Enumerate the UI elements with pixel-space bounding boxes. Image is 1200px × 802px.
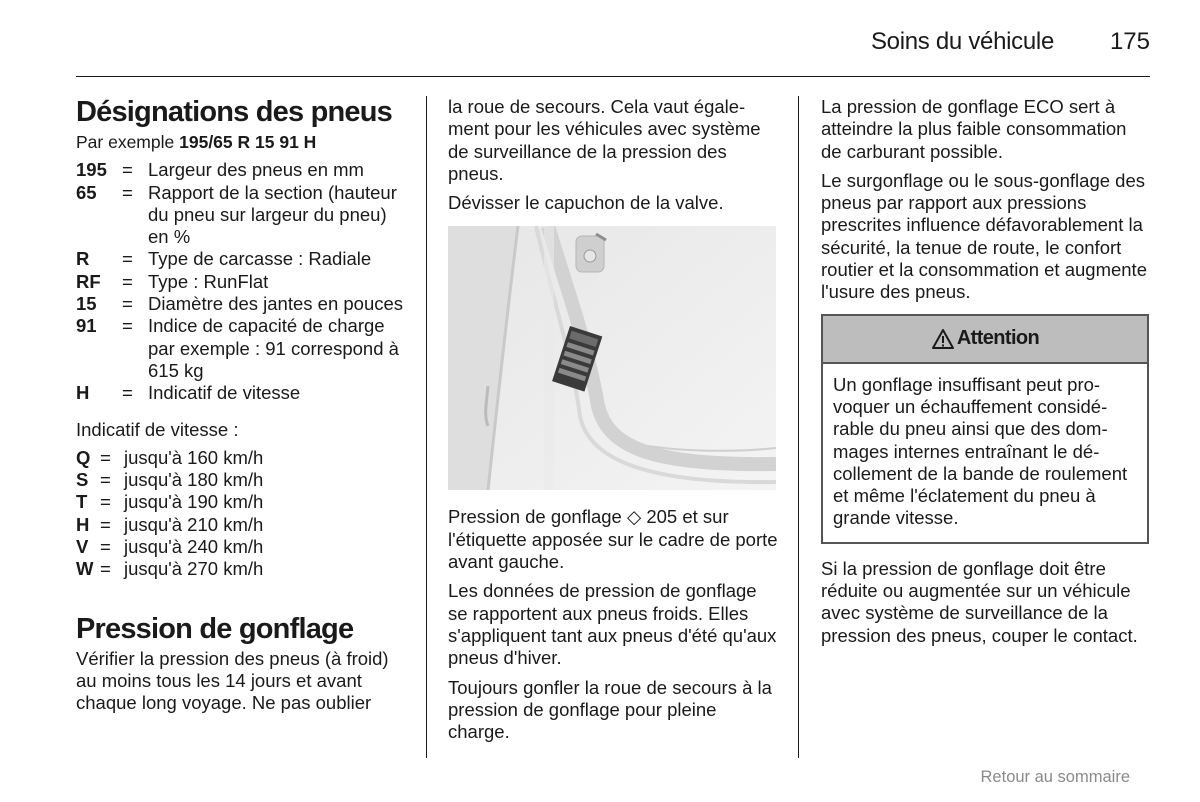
spec-row-desc: Type de carcasse : Radiale: [148, 248, 372, 270]
speed-row-desc: jusqu'à 160 km/h: [124, 446, 264, 468]
page-header: [76, 22, 1150, 77]
column-divider: [426, 96, 427, 758]
spec-row: [76, 293, 411, 315]
spec-row: [76, 271, 411, 293]
attention-box: [821, 314, 1149, 544]
door-frame-label-photo: [448, 226, 776, 490]
spec-row-eq: =: [122, 270, 133, 292]
speed-row-desc: jusqu'à 240 km/h: [124, 536, 264, 558]
door-frame-illustration: [448, 226, 776, 490]
column-right: [821, 96, 1151, 647]
inflation-intro: Vérifier la pression des pneus (à froid) au moins tous les 14 jours et avant chaque long voyage. Ne pas oublier: [76, 647, 389, 714]
tire-designation-heading: Désignations des pneus: [76, 96, 392, 128]
attention-header: [823, 316, 1147, 364]
spec-row: [76, 382, 411, 404]
speed-row: [76, 536, 411, 558]
speed-row-eq: =: [100, 469, 111, 491]
column-middle: [448, 96, 778, 743]
spec-row-desc: Type : RunFlat: [148, 270, 269, 292]
speed-row-code: H: [76, 513, 90, 535]
page-reference-icon: ◇: [626, 506, 642, 528]
spec-row-desc: Rapport de la section (hauteur du pneu sur largeur du pneu) en %: [148, 181, 397, 248]
spec-row-desc: Indice de capacité de charge par exemple : 91 correspond à 615 kg: [148, 315, 399, 381]
spec-row-code: R: [76, 248, 90, 270]
spec-row: [76, 182, 411, 249]
speed-row-eq: =: [100, 558, 111, 580]
speed-row-eq: =: [100, 536, 111, 558]
back-to-contents-link[interactable]: Retour au sommaire: [980, 768, 1130, 786]
page-number: 175: [1109, 28, 1150, 55]
paragraph: Le surgonflage ou le sous-gonflage des pneus par rapport aux pressions prescrites influence défavorablement la sécurité, la tenue de route, le confort routier et la consommation et augmente l'usure des pneus.: [821, 169, 1147, 303]
spec-row-desc: Diamètre des jantes en pouces: [148, 293, 404, 315]
spec-row: [76, 159, 411, 181]
spec-row-code: 195: [76, 159, 107, 181]
speed-row: [76, 558, 411, 580]
speed-row-code: Q: [76, 446, 91, 468]
section-title: Soins du véhicule: [870, 28, 1054, 55]
speed-row-code: W: [76, 558, 94, 580]
column-left: [76, 96, 411, 715]
paragraph: la roue de secours. Cela vaut également pour les véhicules avec système de surveillance de la pression des pneus.: [448, 96, 761, 184]
spec-row-eq: =: [122, 159, 133, 181]
example-code: 195/65 R 15 91 H: [179, 132, 317, 152]
column-divider: [798, 96, 799, 758]
paragraph: La pression de gonflage ECO sert à atteindre la plus faible consommation de carburant possible.: [821, 96, 1127, 162]
inflation-heading: Pression de gonflage: [76, 612, 354, 645]
example-line: Par exemple 195/65 R 15 91 H: [76, 132, 317, 152]
spec-row-eq: =: [122, 181, 133, 203]
spec-row-eq: =: [122, 293, 133, 315]
speed-list: [76, 447, 411, 581]
speed-row: [76, 491, 411, 513]
speed-intro: Indicatif de vitesse :: [76, 418, 239, 440]
paragraph: Pression de gonflage ◇ 205 et sur l'étiquette apposée sur le cadre de porte avant gauche.: [448, 506, 778, 573]
warning-triangle-icon: [931, 328, 955, 350]
spec-row-desc: Largeur des pneus en mm: [148, 159, 364, 181]
speed-row-code: V: [76, 536, 89, 558]
spec-row-code: 15: [76, 293, 97, 315]
spec-row-eq: =: [122, 382, 133, 404]
spec-row-code: RF: [76, 270, 101, 292]
speed-row: [76, 447, 411, 469]
paragraph: Les données de pression de gonflage se rapportent aux pneus froids. Elles s'appliquent tant aux pneus d'été qu'aux pneus d'hiver.: [448, 580, 777, 669]
speed-row-desc: jusqu'à 180 km/h: [124, 469, 264, 491]
attention-text: Un gonflage insuffisant peut provoquer un échauffement considérable du pneu ainsi que des dommages internes entraînant le décollement de la bande de roulement et même l'éclatement du pneu à grande vitesse.: [833, 373, 1128, 529]
speed-row-code: T: [76, 491, 88, 513]
speed-row: [76, 469, 411, 491]
speed-row-eq: =: [100, 491, 111, 513]
speed-row-desc: jusqu'à 190 km/h: [124, 491, 264, 513]
speed-row-desc: jusqu'à 210 km/h: [124, 513, 264, 535]
paragraph: Dévisser le capuchon de la valve.: [448, 192, 724, 214]
speed-row: [76, 514, 411, 536]
speed-row-eq: =: [100, 446, 111, 468]
spec-list: [76, 159, 411, 404]
spec-row-code: 91: [76, 315, 97, 337]
paragraph: Toujours gonfler la roue de secours à la pression de gonflage pour pleine charge.: [448, 676, 772, 743]
paragraph: Si la pression de gonflage doit être réduite ou augmentée sur un véhicule avec système de surveillance de la pression des pneus, couper le contact.: [821, 557, 1138, 646]
spec-row: [76, 248, 411, 270]
speed-row-desc: jusqu'à 270 km/h: [124, 558, 264, 580]
spec-row: [76, 315, 411, 382]
attention-title: Attention: [956, 327, 1040, 350]
attention-body: [823, 364, 1147, 542]
spec-row-eq: =: [122, 248, 133, 270]
spec-row-code: H: [76, 382, 90, 404]
spec-row-code: 65: [76, 181, 97, 203]
spec-row-desc: Indicatif de vitesse: [148, 382, 301, 404]
spec-row-eq: =: [122, 315, 133, 337]
speed-row-eq: =: [100, 513, 111, 535]
speed-row-code: S: [76, 469, 89, 491]
